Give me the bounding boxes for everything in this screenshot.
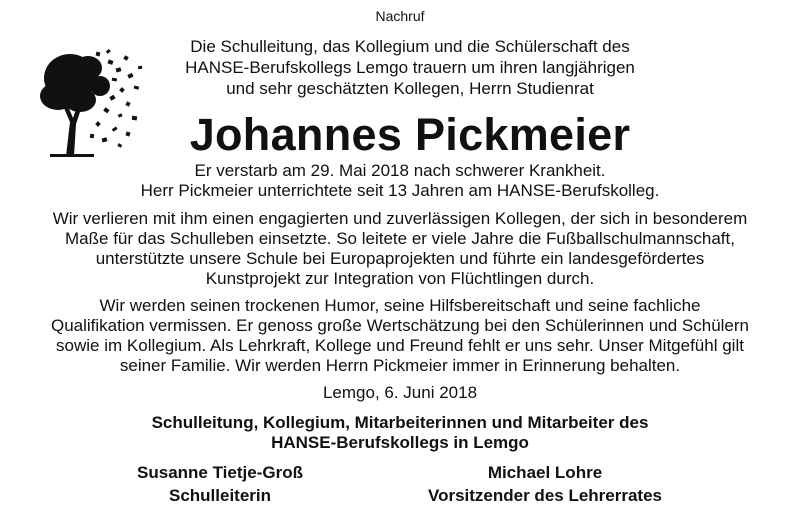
paragraph-line: seiner Familie. Wir werden Herrn Pickmeier immer in Erinnerung behalten.: [119, 356, 681, 375]
deceased-name: Johannes Pickmeier: [189, 109, 631, 160]
signer-role: Vorsitzender des Lehrerrates: [428, 486, 662, 505]
paragraph-line: Qualifikation vermissen. Er genoss große Wertschätzung bei den Schülerinnen und Schülern: [50, 316, 749, 335]
paragraph-death: [0, 161, 800, 201]
intro-text: [80, 36, 740, 99]
paragraph-line: Herr Pickmeier unterrichtete seit 13 Jahren am HANSE-Berufskolleg.: [140, 181, 660, 200]
signer-name: Susanne Tietje-Groß: [137, 463, 303, 482]
intro-line: Die Schulleitung, das Kollegium und die Schülerschaft des: [190, 37, 630, 56]
notice-header: Nachruf: [375, 8, 425, 24]
paragraph-line: Wir verlieren mit ihm einen engagierten und zuverlässigen Kollegen, der sich in besonderem: [52, 209, 748, 228]
signatories-line: HANSE-Berufskollegs in Lemgo: [271, 433, 529, 452]
paragraph-line: Er verstarb am 29. Mai 2018 nach schwerer Krankheit.: [194, 161, 606, 180]
paragraph-line: unterstützte unsere Schule bei Europaprojekten und führte ein landesgefördertes: [95, 249, 705, 268]
signature-right: [400, 461, 690, 507]
paragraph-tribute: [0, 209, 800, 289]
signature-left: [90, 461, 350, 507]
paragraph-line: Kunstprojekt zur Integration von Flüchtlingen durch.: [205, 269, 595, 288]
signatories-line: Schulleitung, Kollegium, Mitarbeiterinnen und Mitarbeiter des: [151, 413, 649, 432]
paragraph-memory: [0, 296, 800, 376]
paragraph-line: Maße für das Schulleben einsetzte. So leitete er viele Jahre die Fußballschulmannschaft,: [65, 229, 735, 248]
signer-role: Schulleiterin: [168, 486, 272, 505]
signatories: [0, 413, 800, 453]
paragraph-line: Wir werden seinen trockenen Humor, seine Hilfsbereitschaft und seine fachliche: [99, 296, 701, 315]
intro-line: HANSE-Berufskollegs Lemgo trauern um ihren langjährigen: [185, 58, 635, 77]
paragraph-line: sowie im Kollegium. Als Lehrkraft, Kollege und Freund fehlt er uns sehr. Unser Mitgefühl gilt: [56, 336, 744, 355]
intro-line: und sehr geschätzten Kollegen, Herrn Studienrat: [226, 79, 594, 98]
signer-name: Michael Lohre: [487, 463, 603, 482]
place-date: Lemgo, 6. Juni 2018: [322, 383, 478, 402]
